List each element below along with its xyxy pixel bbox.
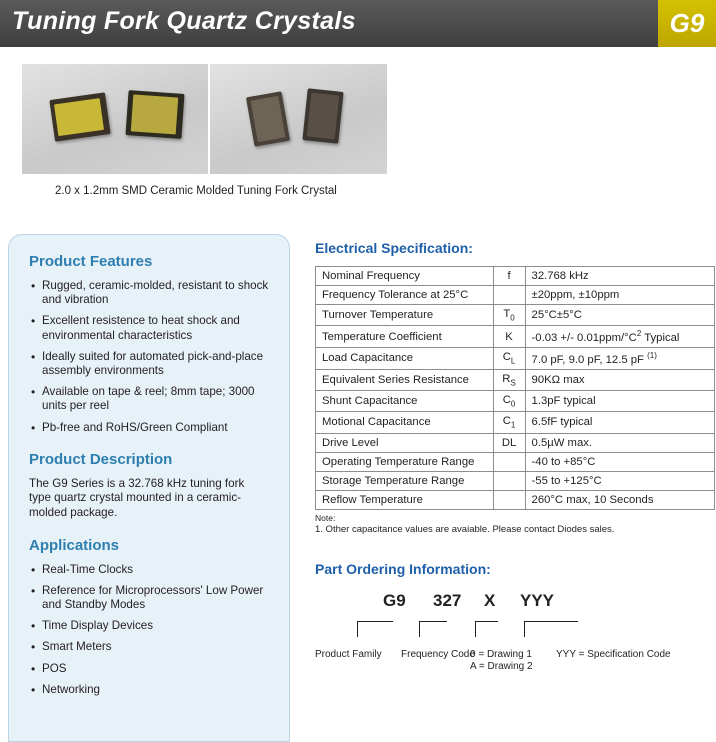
spec-value: ±20ppm, ±10ppm — [525, 286, 714, 305]
electrical-spec-heading: Electrical Specification: — [315, 240, 473, 256]
code-frequency: 327 — [433, 590, 462, 610]
code-drawing: X — [484, 590, 496, 610]
spec-value: 6.5fF typical — [525, 412, 714, 433]
spec-parameter: Storage Temperature Range — [316, 471, 494, 490]
page-header — [0, 0, 716, 47]
spec-parameter: Shunt Capacitance — [316, 391, 494, 412]
table-row — [316, 391, 715, 412]
spec-symbol: $R_S$ — [493, 369, 525, 390]
applications-heading: Applications — [29, 536, 120, 554]
spec-value: -40 to +85°C — [525, 452, 714, 471]
code-specification: YYY — [520, 590, 555, 610]
spec-parameter: Reflow Temperature — [316, 490, 494, 509]
table-row — [316, 433, 715, 452]
product-photos — [22, 64, 387, 174]
spec-value: 0.5µW max. — [525, 433, 714, 452]
spec-symbol: f — [493, 267, 525, 286]
spec-parameter: Load Capacitance — [316, 348, 494, 370]
left-info-panel — [8, 234, 290, 742]
series-badge: G9 — [658, 0, 716, 47]
list-item: • Reference for Microprocessors' Low Power and Standby Modes — [42, 584, 269, 612]
product-features-list — [29, 279, 269, 435]
list-item: • Pb-free and RoHS/Green Compliant — [42, 421, 269, 435]
spec-value: 25°C±5°C — [525, 305, 714, 326]
table-row — [316, 369, 715, 390]
spec-symbol: $C_0$ — [493, 391, 525, 412]
list-item: • Available on tape & reel; 8mm tape; 3000 units per reel — [42, 385, 269, 413]
list-item: • Excellent resistence to heat shock and environmental characteristics — [42, 314, 269, 342]
spec-parameter: Drive Level — [316, 433, 494, 452]
list-item: • Time Display Devices — [42, 619, 269, 633]
spec-parameter: Frequency Tolerance at 25°C — [316, 286, 494, 305]
spec-symbol — [493, 471, 525, 490]
spec-symbol: DL — [493, 433, 525, 452]
label-frequency-code: Frequency Code — [401, 648, 475, 660]
spec-symbol: $C_L$ — [493, 348, 525, 370]
crystal-chip-image — [302, 88, 343, 143]
table-row — [316, 452, 715, 471]
leader-line — [357, 621, 393, 637]
table-row — [316, 348, 715, 370]
spec-parameter: Equivalent Series Resistance — [316, 369, 494, 390]
spec-parameter: Nominal Frequency — [316, 267, 494, 286]
table-row — [316, 412, 715, 433]
product-photo-side-view — [210, 64, 387, 174]
crystal-chip-image — [246, 91, 290, 146]
part-number-codes — [315, 591, 710, 621]
spec-value: -0.03 +/- $0.01ppm/^\circ C^2$ Typical — [525, 326, 714, 348]
spec-value: 260°C max, 10 Seconds — [525, 490, 714, 509]
table-row — [316, 305, 715, 326]
spec-value: 1.3pF typical — [525, 391, 714, 412]
label-product-family: Product Family — [315, 648, 382, 660]
spec-parameter: Turnover Temperature — [316, 305, 494, 326]
spec-symbol — [493, 490, 525, 509]
table-row — [316, 326, 715, 348]
spec-parameter: Operating Temperature Range — [316, 452, 494, 471]
spec-symbol: $C_1$ — [493, 412, 525, 433]
table-row — [316, 267, 715, 286]
electrical-spec-table — [315, 266, 715, 510]
leader-line — [475, 621, 498, 637]
spec-symbol — [493, 452, 525, 471]
part-ordering-heading: Part Ordering Information: — [315, 560, 491, 577]
spec-symbol: K — [493, 326, 525, 348]
table-row — [316, 471, 715, 490]
spec-value: 90KΩ max — [525, 369, 714, 390]
list-item: • POS — [42, 662, 269, 676]
product-description-heading: Product Description — [29, 450, 173, 468]
list-item: • Real-Time Clocks — [42, 563, 269, 577]
table-row — [316, 490, 715, 509]
leader-line — [524, 621, 578, 637]
label-drawing-2: A = Drawing 2 — [470, 660, 533, 672]
label-specification-code: YYY = Specification Code — [556, 648, 671, 660]
product-description-text: The G9 Series is a 32.768 kHz tuning fork type quartz crystal mounted in a ceramic-molded package. — [29, 476, 245, 520]
leader-line — [419, 621, 447, 637]
part-ordering-section — [315, 561, 710, 683]
spec-value: 7.0 pF, 9.0 pF, 12.5 pF $^{(1)}$ — [525, 348, 714, 370]
product-photo-top-view — [22, 64, 208, 174]
list-item: • Smart Meters — [42, 640, 269, 654]
spec-value: 32.768 kHz — [525, 267, 714, 286]
note-label: Note: — [315, 512, 336, 523]
crystal-chip-image — [125, 90, 184, 139]
right-column — [315, 240, 710, 683]
list-item: • Rugged, ceramic-molded, resistant to shock and vibration — [42, 279, 269, 307]
list-item: • Networking — [42, 683, 269, 697]
table-row — [316, 286, 715, 305]
label-drawing-1: 0 = Drawing 1 — [470, 648, 532, 660]
photo-caption: 2.0 x 1.2mm SMD Ceramic Molded Tuning Fork Crystal — [55, 185, 337, 197]
spec-symbol: $T_0$ — [493, 305, 525, 326]
applications-list — [29, 563, 269, 697]
spec-parameter: Motional Capacitance — [316, 412, 494, 433]
spec-symbol — [493, 286, 525, 305]
part-number-labels — [315, 649, 710, 683]
spec-parameter: Temperature Coefficient — [316, 326, 494, 348]
note-text: 1. Other capacitance values are avaiable. Please contact Diodes sales. — [315, 523, 615, 535]
spec-value: -55 to +125°C — [525, 471, 714, 490]
list-item: • Ideally suited for automated pick-and-place assembly environments — [42, 350, 269, 378]
product-features-heading: Product Features — [29, 253, 153, 270]
label-drawing-options — [470, 649, 533, 673]
crystal-chip-image — [49, 92, 110, 141]
code-product-family: G9 — [383, 590, 406, 610]
page-title: Tuning Fork Quartz Crystals — [12, 7, 356, 35]
part-number-leader-lines — [315, 621, 710, 647]
